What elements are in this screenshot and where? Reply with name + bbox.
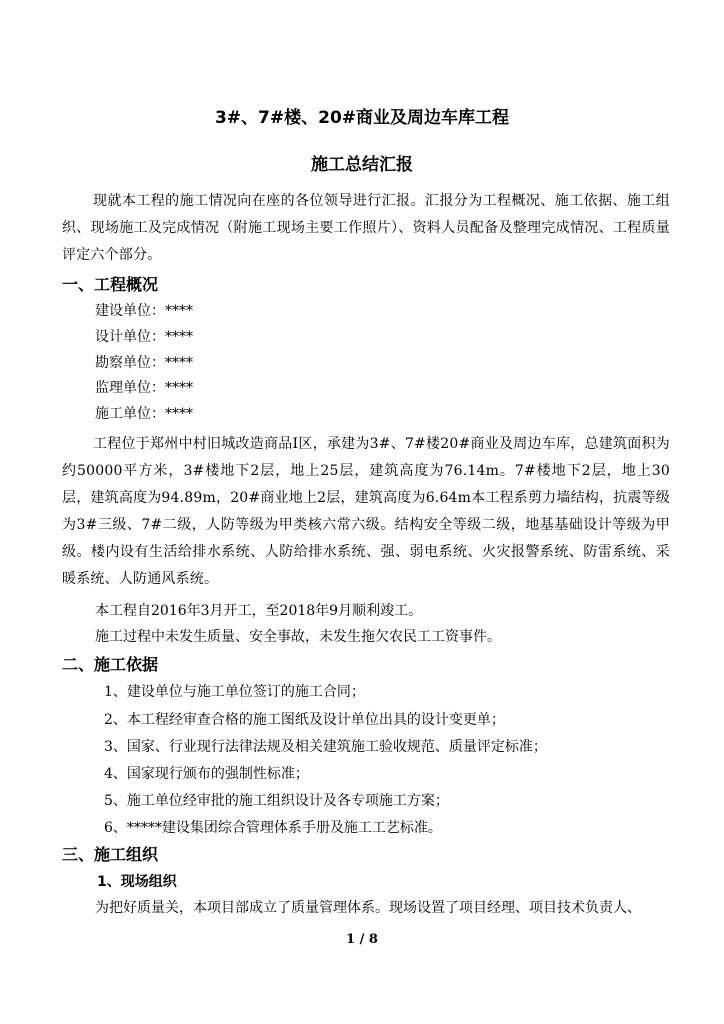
basis-item: 4、国家现行颁布的强制性标准；: [104, 766, 309, 782]
supervision-unit: 监理单位：****: [95, 380, 193, 396]
document-subtitle: 施工总结汇报: [311, 155, 413, 175]
schedule-text: 本工程自2016年3月开工，至2018年9月顺利竣工。: [95, 603, 423, 619]
builder-unit: 施工单位：****: [95, 406, 193, 422]
safety-text: 施工过程中未发生质量、安全事故，未发生拖欠农民工工资事件。: [95, 629, 501, 645]
location-paragraph: 工程位于郑州中村旧城改造商品Ⅰ区，承建为3#、7#楼20#商业及周边车库，总建筑面积为约50000平方米，3#楼地下2层，地上25层，建筑高度为76.14m。7#楼地下2层，地上30层，建筑高度为94.89m，20#商业地上2层，建筑高度为6.64m本工程系剪力墙结构，抗震等级为3#三级、7#二级，人防等级为甲类核六常六级。结构安全等级二级，地基基础设计等级为甲级。楼内设有生活给排水系统、人防给排水系统、强、弱电系统、火灾报警系统、防雷系统、采暖系统、人防通风系统。: [62, 436, 670, 587]
basis-item: 1、建设单位与施工单位签订的施工合同；: [104, 684, 365, 700]
section-3-heading: 三、施工组织: [62, 845, 159, 864]
survey-unit: 勘察单位：****: [95, 355, 193, 371]
basis-item: 5、施工单位经审批的施工组织设计及各专项施工方案；: [104, 793, 449, 809]
construction-unit: 建设单位：****: [95, 303, 193, 319]
basis-item: 6、*****建设集团综合管理体系手册及施工工艺标准。: [104, 820, 442, 836]
page-number: 1 / 8: [346, 932, 378, 947]
organization-text: 为把好质量关，本项目部成立了质量管理体系。现场设置了项目经理、项目技术负责人、: [95, 900, 641, 916]
basis-item: 2、本工程经审查合格的施工图纸及设计单位出具的设计变更单；: [104, 712, 505, 728]
design-unit: 设计单位：****: [95, 329, 193, 345]
section-3-subheading: 1、现场组织: [97, 874, 177, 890]
section-2-heading: 二、施工依据: [62, 655, 159, 674]
intro-paragraph: 现就本工程的施工情况向在座的各位领导进行汇报。汇报分为工程概况、施工依据、施工组织、现场施工及完成情况（附施工现场主要工作照片）、资料人员配备及整理完成情况、工程质量评定六个部分。: [62, 193, 670, 263]
document-title: 3#、7#楼、20#商业及周边车库工程: [214, 108, 510, 128]
section-1-heading: 一、工程概况: [62, 275, 159, 294]
basis-item: 3、国家、行业现行法律法规及相关建筑施工验收规范、质量评定标准；: [104, 739, 547, 755]
